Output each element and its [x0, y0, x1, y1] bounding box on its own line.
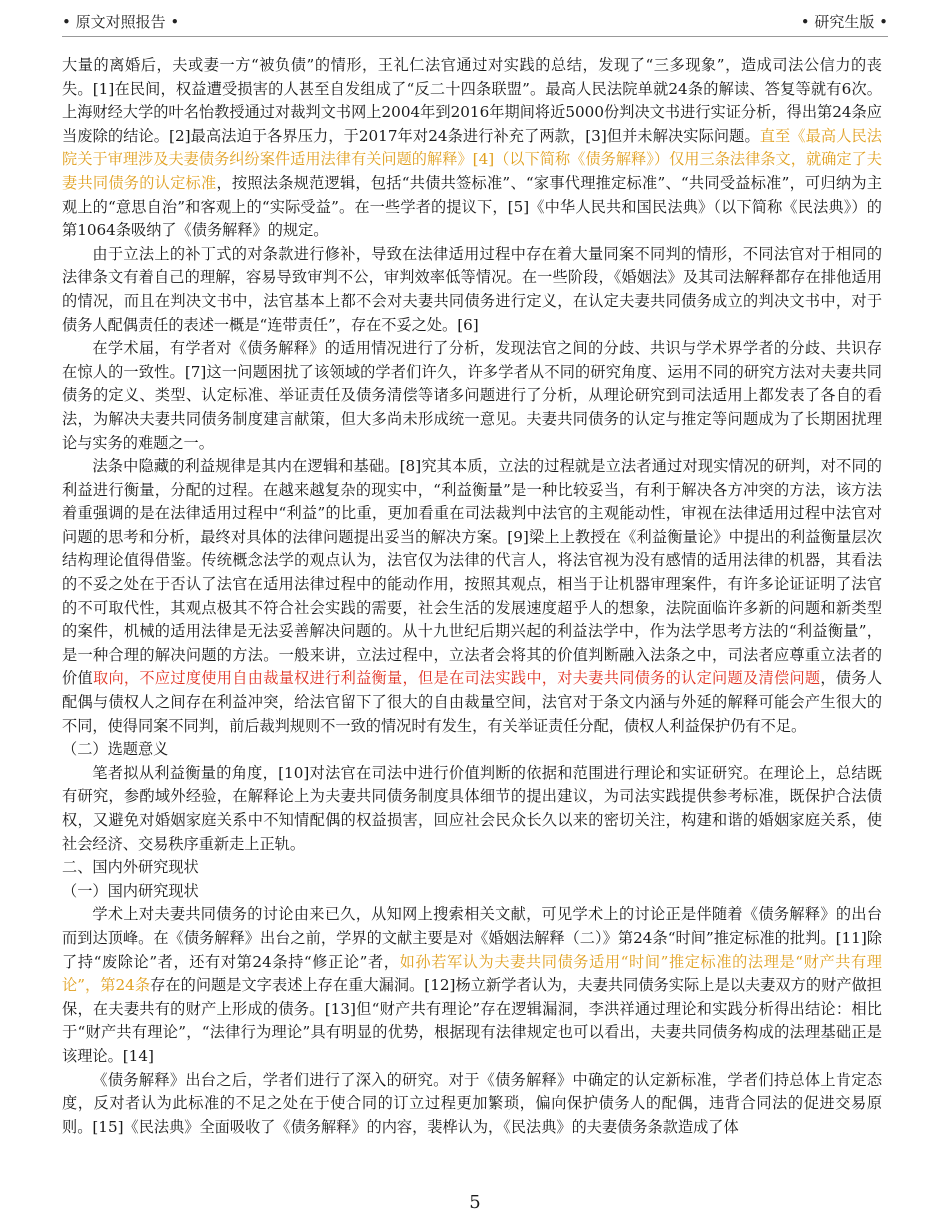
highlighted-text: 直至《最高人民法院关于审理涉及夫妻债务纠纷案件适用法律有关问题的解释》[4]（以下简称《债务解释》）仅用三条法律条文，就确定了夫妻共同债务的认定标准: [62, 126, 882, 192]
paragraph: [62, 337, 882, 455]
document-body: [62, 54, 882, 1139]
paragraph: [62, 243, 882, 337]
text-run: 存在的问题是文字表述上存在重大漏洞。[12]杨立新学者认为，夫妻共同债务实际上是以夫妻双方的财产做担保，在夫妻共有的财产上形成的债务。[13]但“财产共有理论”存在逻辑漏洞，李洪祥通过理论和实践分析得出结论：相比于“财产共有理论”，“法律行为理论”具有明显的优势，根据现有法律规定也可以看出，夫妻共同债务构成的法理基础正是该理论。[14]: [62, 976, 882, 1065]
paragraph: [62, 1069, 882, 1140]
text-run: （二）选题意义: [62, 740, 169, 759]
text-run: 由于立法上的补丁式的对条款进行修补，导致在法律适用过程中存在着大量同案不同判的情形，不同法官对于相同的法律条文有着自己的理解，容易导致审判不公，审判效率低等情况。在一些阶段，《婚姻法》及其司法解释都存在排他适用的情况，而且在判决文书中，法官基本上都不会对夫妻共同债务进行定义，在认定夫妻共同债务成立的判决文书中，对于债务人配偶责任的表述一概是“连带责任”，存在不妥之处。[6]: [62, 244, 882, 334]
section-heading: [62, 880, 882, 904]
highlighted-text: 取向，不应过度使用自由裁量权进行利益衡量，但是在司法实践中，对夫妻共同债务的认定问题及清偿问题: [92, 669, 821, 688]
highlighted-text: 如孙若军认为夫妻共同债务适用“时间”推定标准的法理是“财产共有理论”，第24条: [62, 952, 882, 995]
paragraph: [62, 455, 882, 738]
text-run: ，按照法条规范逻辑，包括“共债共签标准”、“家事代理推定标准”、“共同受益标准”，可归纳为主观上的“意思自治”和客观上的“实际受益”。在一些学者的提议下，[5]《中华人民共和国民法典》（以下简称《民法典》）的第1064条吸纳了《债务解释》的规定。: [62, 173, 883, 240]
paragraph: [62, 903, 882, 1068]
text-run: 法条中隐藏的利益规律是其内在逻辑和基础。[8]究其本质，立法的过程就是立法者通过对现实情况的研判，对不同的利益进行衡量，分配的过程。在越来越复杂的现实中，“利益衡量”是一种比较妥当，有利于解决各方冲突的方法，该方法着重强调的是在法律适用过程中“利益”的比重，更加看重在司法裁判中法官的主观能动性，审视在法律适用过程中法官对问题的思考和分析，最终对具体的法律问题提出妥当的解决方案。[9]梁上上教授在《利益衡量论》中提出的利益衡量层次结构理论值得借鉴。传统概念法学的观点认为，法官仅为法律的代言人，将法官视为没有感情的适用法律的机器，其看法的不妥之处在于否认了法官在适用法律过程中的能动作用，按照其观点，相当于让机器审理案件，有许多论证证明了法官的不可取代性，其观点极其不符合社会实践的需要，社会生活的发展速度超乎人的想象，法院面临许多新的问题和新类型的案件，机械的适用法律是无法妥善解决问题的。从十九世纪后期兴起的利益法学中，作为法学思考方法的“利益衡量”，是一种合理的解决问题的方法。一般来讲，立法过程中，立法者会将其的价值判断融入法条之中，司法者应尊重立法者的价值: [62, 457, 882, 688]
text-run: ，债务人配偶与债权人之间存在利益冲突，给法官留下了很大的自由裁量空间，法官对于条文内涵与外延的解释可能会产生很大的不同，使得同案不同判，前后裁判规则不一致的情况时有发生，有关举证责任分配，债权人利益保护仍有不足。: [62, 669, 883, 735]
page-number: 5: [469, 1192, 481, 1213]
text-run: 二、国内外研究现状: [62, 858, 199, 877]
page-header: [62, 8, 888, 34]
header-left-label: • 原文对照报告 •: [62, 12, 180, 31]
header-right-label: • 研究生版 •: [800, 12, 888, 31]
text-run: 在学术届，有学者对《债务解释》的适用情况进行了分析，发现法官之间的分歧、共识与学术界学者的分歧、共识存在惊人的一致性。[7]这一问题困扰了该领域的学者们许久，许多学者从不同的研究角度、运用不同的研究方法对夫妻共同债务的定义、类型、认定标准、举证责任及债务清偿等诸多问题进行了分析，从理论研究到司法适用上都发表了各自的看法，为解决夫妻共同债务制度建言献策，但大多尚未形成统一意见。夫妻共同债务的认定与推定等问题成为了长期困扰理论与实务的难题之一。: [62, 339, 882, 452]
text-run: 笔者拟从利益衡量的角度，[10]对法官在司法中进行价值判断的依据和范围进行理论和实证研究。在理论上，总结既有研究，参酌域外经验，在解释论上为夫妻共同债务制度具体细节的提出建议，为司法实践提供参考标准，既保护合法债权，又避免对婚姻家庭关系中不知情配偶的权益损害，回应社会民众长久以来的密切关注，构建和谐的婚姻家庭关系，使社会经济、交易秩序重新走上正轨。: [62, 763, 882, 853]
paragraph: [62, 54, 882, 243]
text-run: 学术上对夫妻共同债务的讨论由来已久，从知网上搜索相关文献，可见学术上的讨论正是伴随着《债务解释》的出台而到达顶峰。在《债务解释》出台之前，学界的文献主要是对《婚姻法解释（二）》第24条“时间”推定标准的批判。[11]除了持“废除论”者，还有对第24条持“修正论”者，: [62, 905, 882, 971]
header-rule: [62, 36, 888, 37]
text-run: 《债务解释》出台之后，学者们进行了深入的研究。对于《债务解释》中确定的认定新标准，学者们持总体上肯定态度，反对者认为此标准的不足之处在于使合同的订立过程更加繁琐，偏向保护债务人的配偶，违背合同法的促进交易原则。[15]《民法典》全面吸收了《债务解释》的内容，裴桦认为，《民法典》的夫妻债务条款造成了体: [62, 1070, 882, 1136]
text-run: 大量的离婚后，夫或妻一方“被负债”的情形，王礼仁法官通过对实践的总结，发现了“三多现象”，造成司法公信力的丧失。[1]在民间，权益遭受损害的人甚至自发组成了“反二十四条联盟”。最高人民法院单就24条的解读、答复等就有6次。上海财经大学的叶名怡教授通过对裁判文书网上2004年到2016年期间将近5000份判决文书进行实证分析，得出第24条应当废除的结论。[2]最高法迫于各界压力，于2017年对24条进行补充了两款，[3]但并未解决实际问题。: [62, 56, 882, 145]
section-heading: [62, 738, 882, 762]
text-run: （一）国内研究现状: [62, 881, 199, 900]
section-heading: [62, 856, 882, 880]
paragraph: [62, 762, 882, 856]
